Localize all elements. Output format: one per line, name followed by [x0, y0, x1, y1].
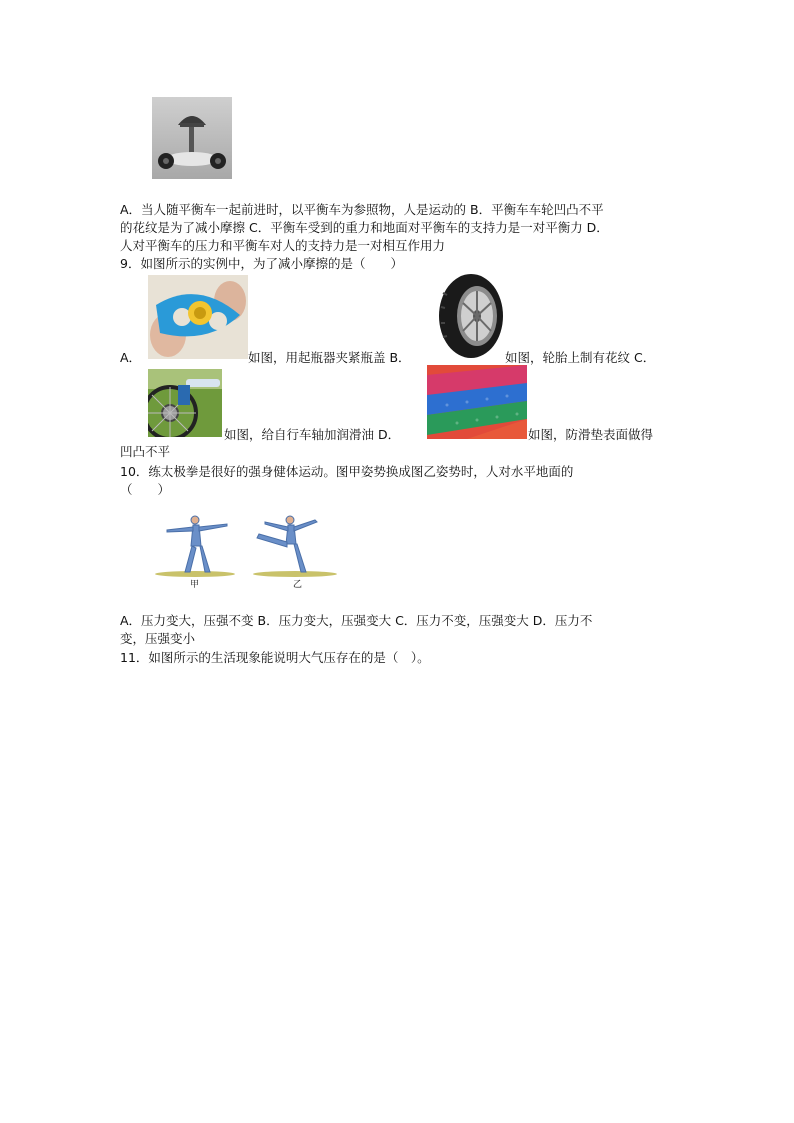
q8-options-line3: 人对平衡车的压力和平衡车对人的支持力是一对相互作用力: [120, 238, 446, 253]
anti-slip-mat-image: [427, 365, 527, 439]
q9-stem: 9．如图所示的实例中，为了减小摩擦的是（ ）: [120, 256, 403, 271]
q9-a-label: A．: [120, 350, 142, 365]
q10-paren: （ ）: [120, 482, 171, 497]
bottle-opener-image: [148, 275, 248, 359]
tire-image: [433, 273, 505, 359]
q9-d-text: 如图，防滑垫表面做得: [528, 427, 654, 442]
q9-d-text-continued: 凹凸不平: [120, 444, 171, 459]
q9-b-text: 如图，轮胎上制有花纹 C．: [505, 350, 656, 365]
bicycle-lubrication-image: [148, 369, 222, 437]
q11-stem: 11．如图所示的生活现象能说明大气压存在的是（ ）。: [120, 650, 430, 665]
balance-scooter-image: [152, 97, 232, 179]
q8-options-line1: A．当人随平衡车一起前进时，以平衡车为参照物，人是运动的 B．平衡车车轮凹凸不平: [120, 202, 604, 217]
q9-a-text: 如图，用起瓶器夹紧瓶盖 B．: [248, 350, 411, 365]
q9-c-text: 如图，给自行车轴加润滑油 D．: [224, 427, 401, 442]
posture-label-jia: 甲: [190, 580, 200, 590]
q10-stem: 10．练太极拳是很好的强身健体运动。图甲姿势换成图乙姿势时，人对水平地面的: [120, 464, 574, 479]
q10-options-line1: A．压力变大，压强不变 B．压力变大，压强变大 C．压力不变，压强变大 D．压力不: [120, 613, 593, 628]
posture-label-yi: 乙: [293, 580, 303, 590]
q10-options-line2: 变，压强变小: [120, 631, 196, 646]
tai-chi-postures-image: [155, 512, 341, 578]
q8-options-line2: 的花纹是为了减小摩擦 C．平衡车受到的重力和地面对平衡车的支持力是一对平衡力 D．: [120, 220, 609, 235]
